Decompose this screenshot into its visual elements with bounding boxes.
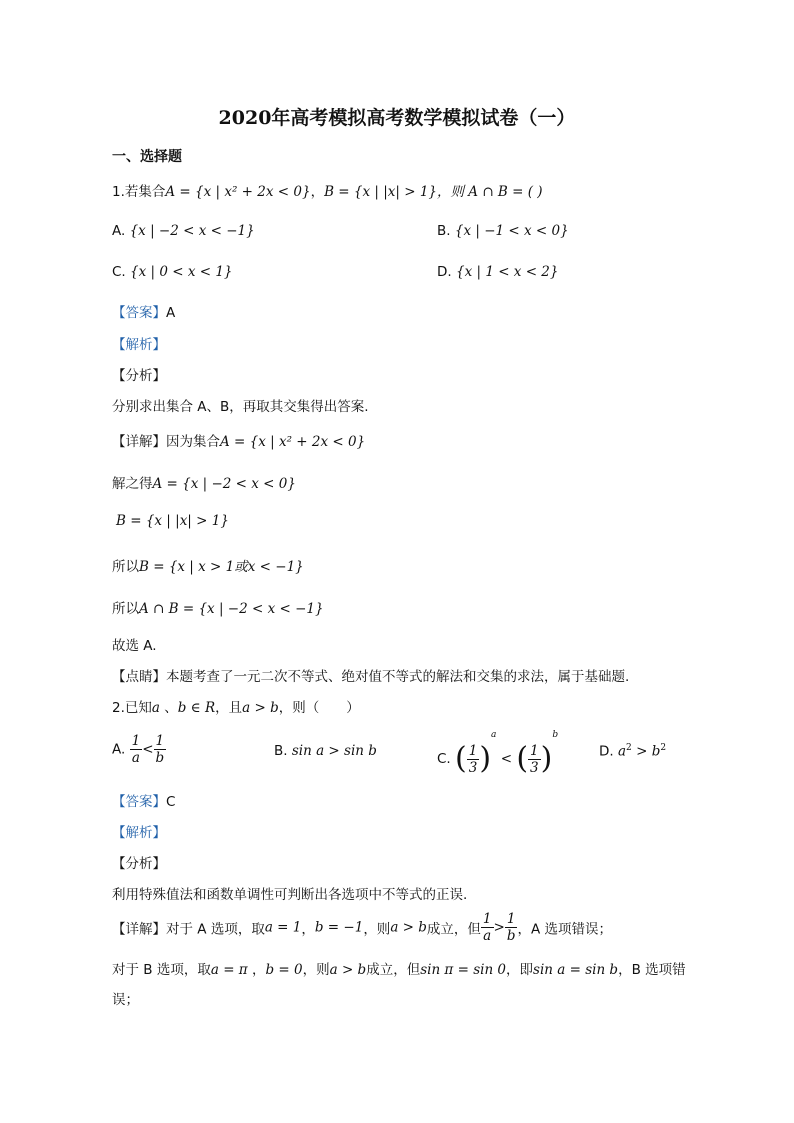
q1-detail-2 <box>112 472 296 492</box>
exponent: 2 <box>660 743 667 753</box>
base: a <box>617 743 627 760</box>
detail-math: sin π = sin 0 <box>420 962 507 978</box>
fraction <box>505 911 518 944</box>
denominator: a <box>483 928 492 944</box>
exponent: 2 <box>626 743 632 753</box>
q2-var-b: b ∈ R <box>177 700 216 716</box>
detail-text: ，B 选项错 <box>618 962 686 978</box>
denominator: a <box>131 750 140 766</box>
base: b <box>651 743 661 760</box>
answer-value: A <box>166 305 176 321</box>
detail-math: b = −1 <box>314 919 364 936</box>
detail-text: 对于 B 选项，取 <box>112 962 211 978</box>
q2-stem <box>112 696 360 716</box>
operator: > <box>493 919 505 936</box>
fraction <box>467 743 480 776</box>
option-text: {x | 0 < x < 1} <box>130 264 233 280</box>
detail-math: a = π <box>210 962 248 978</box>
operator: < <box>142 741 154 758</box>
q2-detail-2-wrap: 误； <box>112 992 139 1008</box>
numerator: 1 <box>505 911 518 928</box>
q1-option-d <box>437 264 559 280</box>
option-text: {x | −2 < x < −1} <box>129 223 255 239</box>
detail-math: A = {x | −2 < x < 0} <box>152 476 296 492</box>
q1-set-a: A = {x | x² + 2x < 0} <box>165 184 311 200</box>
q2-detail-1 <box>112 911 612 944</box>
option-label: D. <box>437 264 452 280</box>
option-label: C. <box>437 751 451 767</box>
detail-math: b = 0 <box>265 962 303 978</box>
option-text: {x | −1 < x < 0} <box>454 223 569 239</box>
detail-math: sin a = sin b <box>533 962 619 978</box>
q2-jiexi: 【解析】 <box>112 825 166 841</box>
operator: > <box>631 743 652 760</box>
detail-text: ， <box>301 921 315 938</box>
q2-cond: a > b <box>242 700 279 716</box>
denominator: b <box>506 928 516 944</box>
detail-text: ，则 <box>302 962 330 978</box>
q1-detail-1 <box>112 430 365 450</box>
q1-option-a <box>112 223 255 239</box>
detail-text: 所以 <box>112 601 139 617</box>
dianjing-text: 本题考查了一元二次不等式、绝对值不等式的解法和交集的求法，属于基础题. <box>166 669 630 685</box>
q2-option-a <box>112 733 166 766</box>
detail-math: a > b <box>390 919 427 936</box>
option-label: B. <box>274 743 288 759</box>
q2-mid2: ，且 <box>215 700 243 716</box>
denominator: 3 <box>530 759 539 776</box>
detail-math: A ∩ B = {x | −2 < x < −1} <box>139 601 324 617</box>
q2-option-b <box>274 743 377 759</box>
q1-ask: ，则 A ∩ B = ( ) <box>437 184 543 200</box>
q1-conclusion: 故选 A. <box>112 638 157 654</box>
answer-value: C <box>166 794 176 810</box>
option-label: A. <box>112 741 126 758</box>
exponent: a <box>491 730 497 740</box>
option-label: A. <box>112 223 126 239</box>
q2-fenxi: 【分析】 <box>112 856 166 872</box>
q2-detail-2 <box>112 958 686 978</box>
option-label: D. <box>599 743 614 760</box>
detail-text: ，即 <box>506 962 534 978</box>
q2-fenxi-text: 利用特殊值法和函数单调性可判断出各选项中不等式的正误. <box>112 887 468 903</box>
q2-answer <box>112 790 175 810</box>
option-label: B. <box>437 223 451 239</box>
numerator: 1 <box>154 733 167 750</box>
fraction <box>481 911 494 944</box>
q1-detail-5 <box>112 597 324 617</box>
numerator: 1 <box>131 733 141 749</box>
q2-option-c <box>437 730 558 776</box>
q1-jiexi: 【解析】 <box>112 337 166 353</box>
q1-fenxi-text: 分别求出集合 A、B，再取其交集得出答案. <box>112 399 369 415</box>
page-title: 2020年高考模拟高考数学模拟试卷（一） <box>218 107 576 129</box>
detail-text: 成立，但 <box>366 962 421 978</box>
q1-fenxi: 【分析】 <box>112 368 166 384</box>
detail-text: 成立，但 <box>426 921 481 938</box>
option-text: sin a > sin b <box>291 743 377 759</box>
paren-right: ) <box>479 741 492 776</box>
numerator: 1 <box>468 742 478 759</box>
fraction <box>528 743 541 776</box>
detail-text: ，A 选项错误； <box>517 921 612 938</box>
detail-text: 对于 A 选项，取 <box>166 921 265 938</box>
fraction <box>130 733 143 766</box>
q1-stem <box>112 180 543 200</box>
section-heading: 一、选择题 <box>112 149 182 165</box>
denominator: b <box>155 750 165 766</box>
q1-detail-4 <box>112 555 304 575</box>
detail-math: A = {x | x² + 2x < 0} <box>220 434 366 450</box>
exponent: b <box>552 730 559 740</box>
q1-sep: ， <box>310 184 325 200</box>
numerator: 1 <box>530 742 539 759</box>
dianjing-tag: 【点睛】 <box>112 669 166 685</box>
detail-text: ，则 <box>363 921 391 938</box>
q2-mid: 、 <box>159 700 178 716</box>
detail-tag: 【详解】 <box>112 921 166 938</box>
detail-text: 解之得 <box>112 476 153 492</box>
numerator: 1 <box>482 911 492 927</box>
option-label: C. <box>112 264 126 280</box>
q1-option-b <box>437 223 569 239</box>
detail-math: a = 1 <box>264 919 302 936</box>
operator: < <box>500 751 513 767</box>
option-text: {x | 1 < x < 2} <box>455 264 559 280</box>
paren-right: ) <box>540 741 553 776</box>
q1-dianjing <box>112 665 629 685</box>
q2-option-d <box>599 743 666 760</box>
q1-option-c <box>112 264 233 280</box>
detail-math: B = {x | x > 1或x < −1} <box>139 559 304 575</box>
q1-set-b: B = {x | |x| > 1} <box>324 184 437 200</box>
q2-end: ，则（ ） <box>278 700 360 716</box>
q2-prefix: 2.已知 <box>112 700 152 716</box>
detail-text: ， <box>247 962 266 978</box>
fraction <box>154 733 167 766</box>
detail-tag: 【详解】 <box>112 434 166 450</box>
detail-text: 因为集合 <box>166 434 220 450</box>
q1-detail-3: B = {x | |x| > 1} <box>116 513 229 529</box>
q1-answer <box>112 301 175 321</box>
q1-prefix: 1.若集合 <box>112 184 166 200</box>
answer-tag: 【答案】 <box>112 794 166 810</box>
answer-tag: 【答案】 <box>112 305 166 321</box>
denominator: 3 <box>468 759 478 776</box>
paren-left: ( <box>455 741 467 776</box>
detail-text: 所以 <box>112 559 139 575</box>
paren-left: ( <box>516 741 529 776</box>
q2-var-a: a <box>151 700 160 716</box>
detail-math: a > b <box>329 962 367 978</box>
